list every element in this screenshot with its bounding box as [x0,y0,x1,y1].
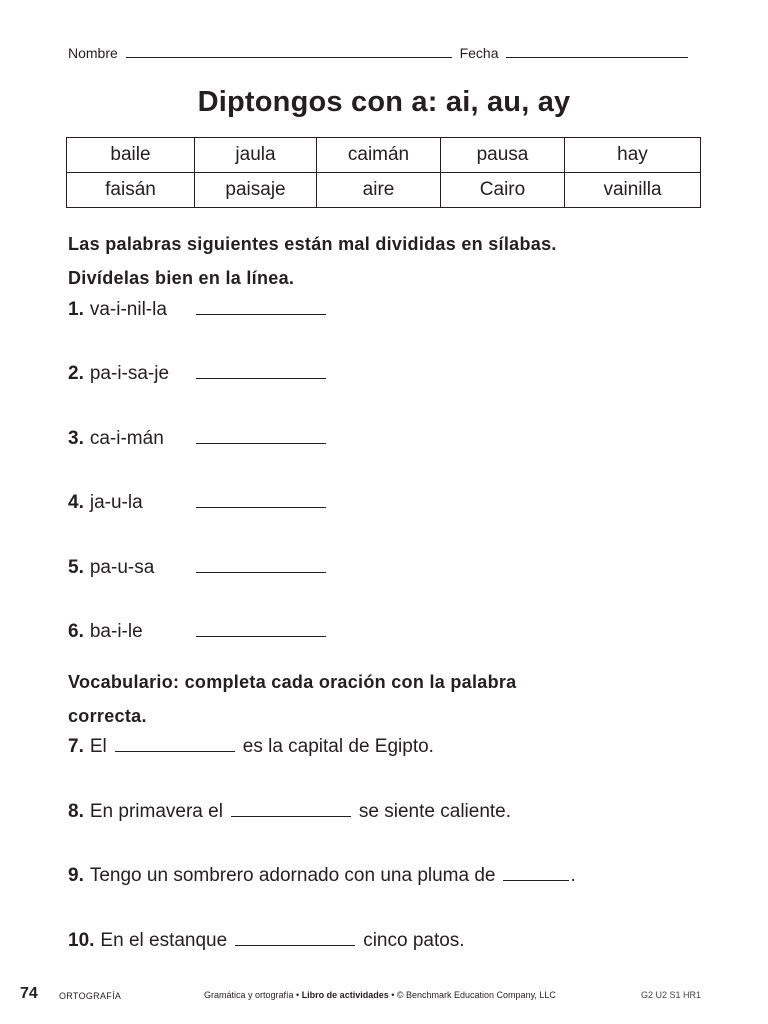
sentence-start: En el estanque [100,930,228,951]
word-cell: pausa [441,138,565,173]
item-syllables: pa-i-sa-je [89,363,170,384]
item-syllables: ja-u-la [89,492,143,513]
item-syllables: ca-i-mán [89,428,164,449]
page-title: Diptongos con a: ai, au, ay [197,86,571,118]
sentence-item [68,864,576,887]
word-bank-table [66,137,701,208]
credit-text: Gramática y ortografía • [204,990,302,1000]
sentence-end: cinco patos. [363,930,465,951]
date-label: Fecha [459,45,499,61]
item-number: 3. [68,428,84,449]
date-field[interactable] [506,43,688,58]
answer-line[interactable] [196,298,326,315]
sentence-start: Tengo un sombrero adornado con una pluma de [89,865,496,886]
sentence-start: El [89,736,107,757]
answer-line[interactable] [503,864,569,881]
word-cell: paisaje [195,173,317,208]
sentence-start: En primavera el [89,801,223,822]
sentence-end: . [570,865,576,886]
answer-line[interactable] [231,800,351,817]
word-cell: jaula [195,138,317,173]
name-date-line [68,43,688,61]
sentence-end: es la capital de Egipto. [242,736,434,757]
footer-section-label: ORTOGRAFÍA [59,991,122,1001]
word-cell: hay [565,138,701,173]
table-row [67,138,701,173]
item-number: 4. [68,492,84,513]
item-syllables: ba-i-le [89,621,143,642]
list-item [68,620,326,643]
sentence-item [68,800,511,823]
sentence-item [68,929,465,952]
credit-text: • © Benchmark Education Company, LLC [388,990,556,1000]
item-number: 5. [68,557,84,578]
list-item [68,491,326,514]
word-cell: Cairo [441,173,565,208]
answer-line[interactable] [115,735,235,752]
instruction-line: correcta. [68,706,147,726]
page-number: 74 [20,985,38,1002]
item-number: 6. [68,621,84,642]
answer-line[interactable] [196,362,326,379]
sentence-end: se siente caliente. [358,801,512,822]
footer-code: G2 U2 S1 HR1 [641,990,702,1000]
list-item [68,427,326,450]
credit-book-title: Libro de actividades [301,990,389,1000]
word-cell: aire [317,173,441,208]
word-cell: baile [67,138,195,173]
answer-line[interactable] [196,620,326,637]
instruction-line: Divídelas bien en la línea. [68,268,295,288]
item-syllables: va-i-nil-la [89,299,167,320]
list-item [68,556,326,579]
sentence-item [68,735,434,758]
list-item [68,362,326,385]
item-number: 1. [68,299,84,320]
section1-instructions [68,227,557,295]
name-label: Nombre [68,45,118,61]
item-number: 9. [68,865,84,886]
footer-credit [204,990,556,1000]
item-number: 7. [68,736,84,757]
answer-line[interactable] [196,556,326,573]
list-item [68,298,326,321]
section2-instructions [68,665,517,733]
word-cell: vainilla [565,173,701,208]
item-syllables: pa-u-sa [89,557,155,578]
item-number: 2. [68,363,84,384]
name-field[interactable] [126,43,452,58]
answer-line[interactable] [196,491,326,508]
item-number: 10. [68,930,95,951]
instruction-line: Las palabras siguientes están mal divididas en sílabas. [68,234,557,254]
answer-line[interactable] [196,427,326,444]
answer-line[interactable] [235,929,355,946]
word-cell: faisán [67,173,195,208]
item-number: 8. [68,801,84,822]
word-cell: caimán [317,138,441,173]
table-row [67,173,701,208]
instruction-line: Vocabulario: completa cada oración con la palabra [68,672,517,692]
